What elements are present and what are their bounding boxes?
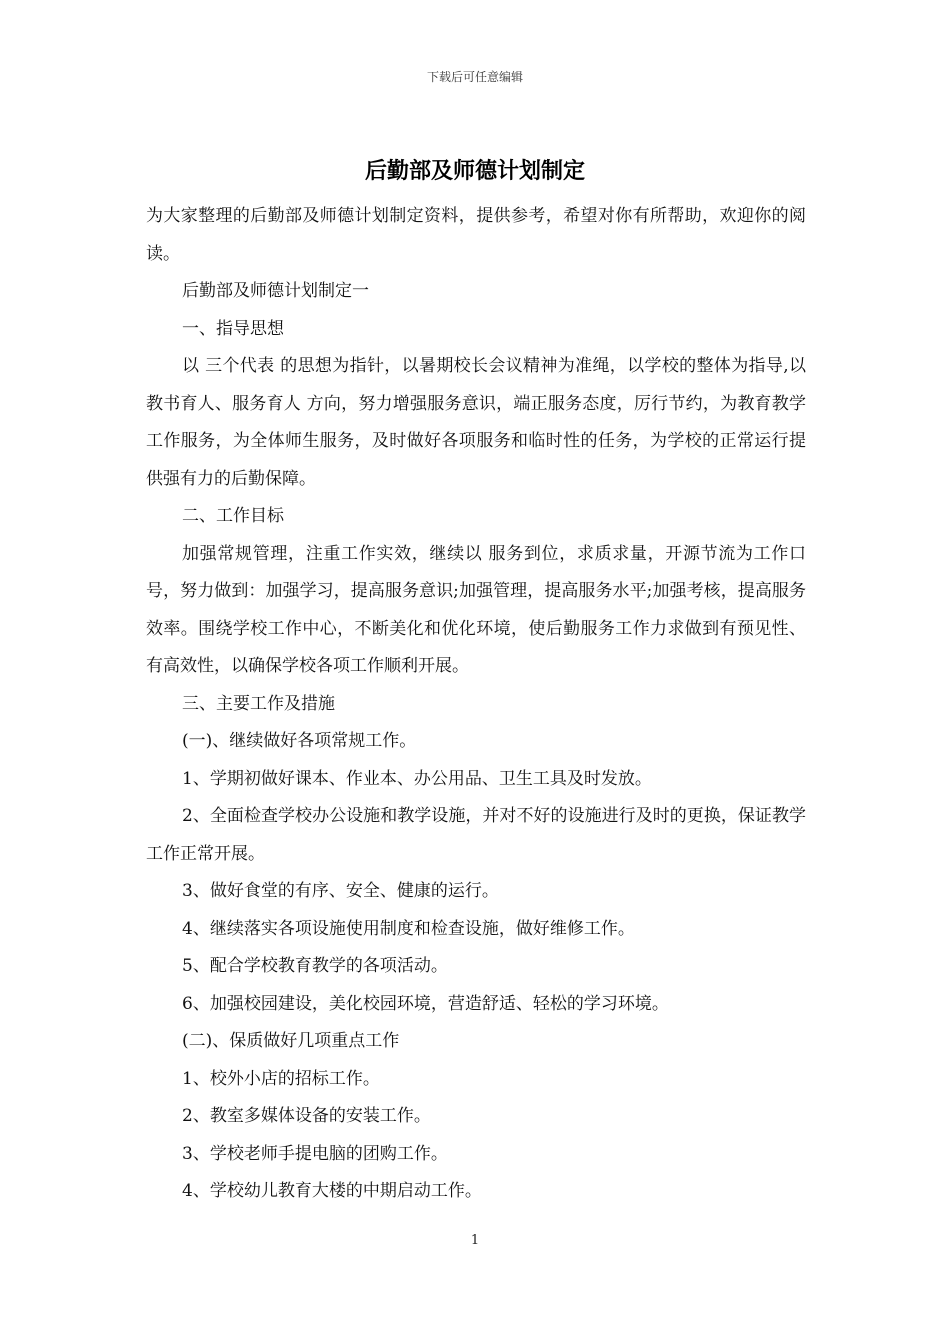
section-heading: 后勤部及师德计划制定一 [182,281,369,301]
list-item: 3、做好食堂的有序、安全、健康的运行。 [182,881,499,901]
list-item: 2、全面检查学校办公设施和教学设施，并对不好的设施进行及时的更换，保证教学工作正常开展。 [146,806,806,864]
document-body [146,198,806,1211]
list-item: 3、学校老师手提电脑的团购工作。 [182,1143,448,1164]
body-paragraph: 加强常规管理，注重工作实效，继续以 服务到位，求质求量，开源节流为工作口号，努力做到：加强学习，提高服务意识;加强管理，提高服务水平;加强考核，提高服务效率。围绕学校工作中心，不断美化和优化环境，使后勤服务工作力求做到有预见性、有高效性，以确保学校各项工作顺利开展。 [146,543,806,676]
list-item: 4、学校幼儿教育大楼的中期启动工作。 [182,1181,482,1201]
subsection-heading: (一)、继续做好各项常规工作。 [182,731,417,751]
list-item: 6、加强校园建设，美化校园环境，营造舒适、轻松的学习环境。 [182,993,669,1014]
list-item: 2、教室多媒体设备的安装工作。 [182,1106,431,1126]
list-item: 1、校外小店的招标工作。 [182,1068,380,1089]
body-paragraph: 以 三个代表 的思想为指针，以暑期校长会议精神为准绳，以学校的整体为指导,以 教书育人、服务育人 方向，努力增强服务意识，端正服务态度，厉行节约，为教育教学工作服务，为全体师生服务，及时做好各项服务和临时性的任务，为学校的正常运行提供强有力的后勤保障。 [146,356,806,489]
list-item: 5、配合学校教育教学的各项活动。 [182,956,448,976]
header-note: 下载后可任意编辑 [426,70,523,84]
section-heading: 一、指导思想 [182,318,284,339]
section-heading: 三、主要工作及措施 [182,693,335,714]
list-item: 1、学期初做好课本、作业本、办公用品、卫生工具及时发放。 [182,768,652,789]
subsection-heading: (二)、保质做好几项重点工作 [182,1031,400,1051]
section-heading: 二、工作目标 [182,506,284,526]
document-title: 后勤部及师德计划制定 [364,159,585,184]
intro-paragraph: 为大家整理的后勤部及师德计划制定资料，提供参考，希望对你有所帮助，欢迎你的阅读。 [146,206,806,264]
page-number: 1 [470,1233,480,1248]
list-item: 4、继续落实各项设施使用制度和检查设施，做好维修工作。 [182,918,635,939]
